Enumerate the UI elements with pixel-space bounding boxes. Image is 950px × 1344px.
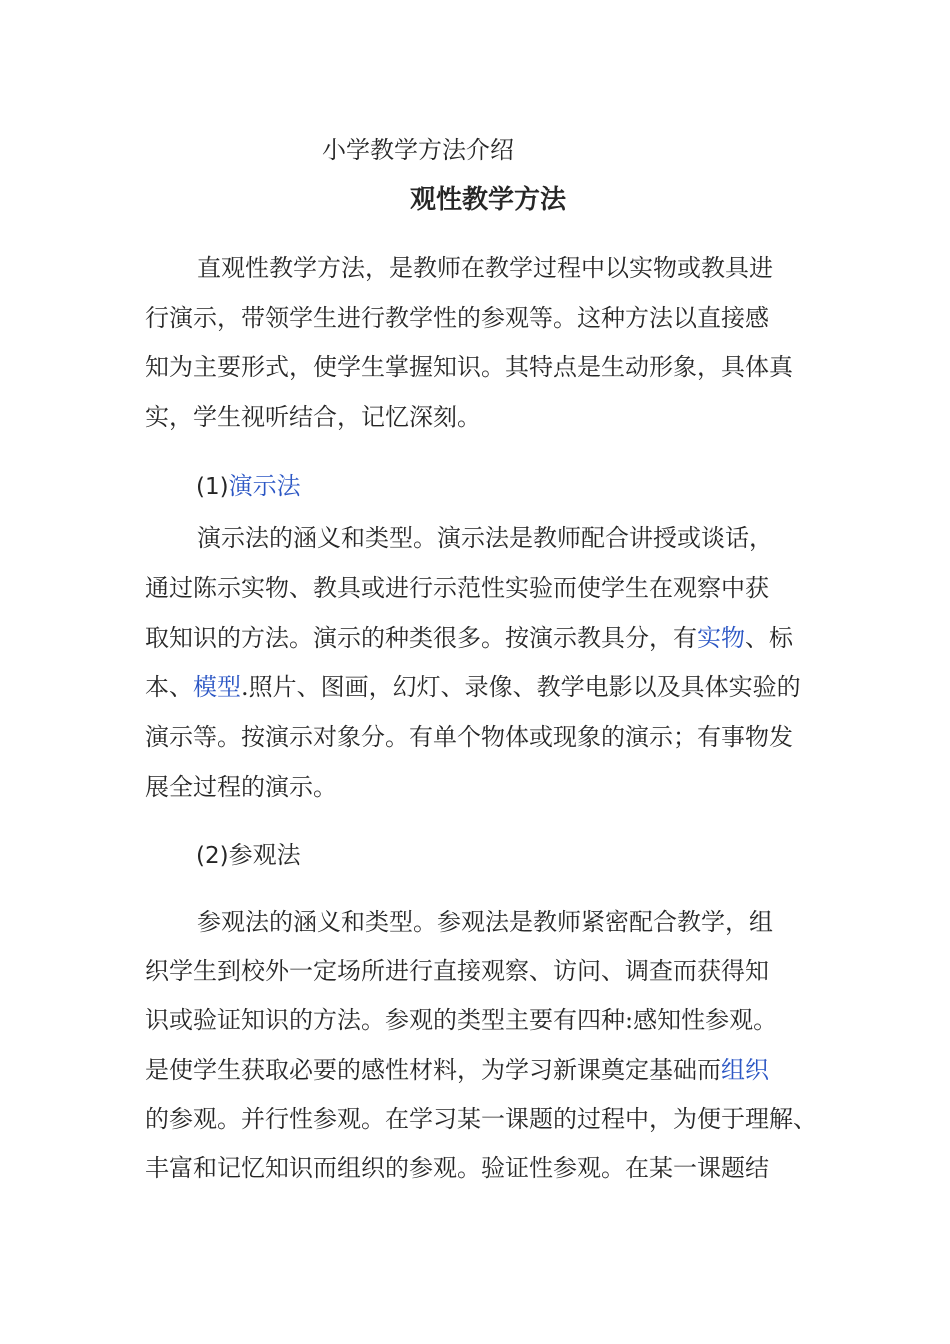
intro-line-3: 知为主要形式，使学生掌握知识。其特点是生动形象，具体真 [145,353,793,381]
section2-line-3: 识或验证知识的方法。参观的类型主要有四种:感知性参观。 [145,1006,778,1035]
zuzhi-link[interactable]: 组织 [721,1055,769,1084]
section2-line-5: 的参观。并行性参观。在学习某一课题的过程中，为便于理解、 [145,1104,817,1133]
section1-line-4-text: .照片、图画，幻灯、录像、教学电影以及具体实验的 [241,673,801,702]
section1-line-6: 展全过程的演示。 [145,772,337,801]
shiwu-link[interactable]: 实物 [697,623,745,652]
section2-line-6: 丰富和记忆知识而组织的参观。验证性参观。在某一课题结 [145,1153,769,1182]
intro-line-4: 实，学生视听结合，记忆深刻。 [145,402,481,431]
section1-line-2: 通过陈示实物、教具或进行示范性实验而使学生在观察中获 [145,573,769,602]
section2-title: 参观法 [228,841,301,869]
section1-paragraph [145,514,815,813]
section2-line-4-text: 是使学生获取必要的感性材料，为学习新课奠定基础而 [145,1055,721,1084]
intro-line-2: 行演示，带领学生进行教学性的参观等。这种方法以直接感 [145,303,769,332]
section1-line-3 [145,614,815,664]
intro-paragraph [145,244,815,442]
section1-line-4 [145,663,815,713]
section1-number: (1) [196,474,229,500]
section2-line-2: 织学生到校外一定场所进行直接观察、访问、调查而获得知 [145,957,769,986]
section1-line-5: 演示等。按演示对象分。有单个物体或现象的演示；有事物发 [145,723,793,752]
section1-line-4-head: 本、 [145,673,193,702]
section1-title-link[interactable]: 演示法 [228,472,301,500]
section2-paragraph [145,898,815,1193]
section1-heading [196,468,301,505]
section1-line-3-tail: 、标 [745,623,793,652]
intro-line-1: 直观性教学方法，是教师在教学过程中以实物或教具进 [197,254,773,282]
section2-heading [196,837,301,874]
document-main-title: 观性教学方法 [409,185,566,215]
moxing-link[interactable]: 模型 [193,673,241,702]
section1-line-1: 演示法的涵义和类型。演示法是教师配合讲授或谈话， [197,524,773,552]
section2-number: (2) [196,843,229,869]
section2-line-4 [145,1046,815,1095]
section2-line-1: 参观法的涵义和类型。参观法是教师紧密配合教学，组 [197,908,773,936]
document-top-title: 小学教学方法介绍 [322,136,514,164]
section1-line-3-text: 取知识的方法。演示的种类很多。按演示教具分，有 [145,623,697,652]
